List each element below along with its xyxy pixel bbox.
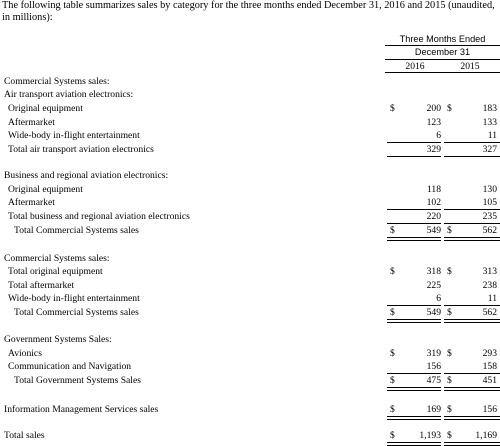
row-label: Total Commercial Systems sales	[14, 225, 139, 236]
header-rule	[385, 45, 500, 46]
header-rule	[385, 59, 500, 60]
row-label: Government Systems Sales:	[4, 334, 112, 345]
date-header: December 31	[414, 47, 471, 57]
row-label: Commercial Systems sales:	[4, 76, 110, 87]
total-rule	[387, 209, 441, 210]
currency-symbol: $	[390, 430, 395, 441]
value-2015: 156	[482, 404, 497, 415]
total-rule	[387, 142, 441, 143]
value-2015: 235	[482, 211, 497, 222]
double-rule	[387, 237, 441, 241]
row-label: Aftermarket	[8, 117, 55, 128]
value-2016: 156	[426, 361, 441, 372]
row-label: Wide-body in-flight entertainment	[8, 293, 140, 304]
table-row	[0, 197, 500, 209]
value-2016: 549	[426, 225, 441, 236]
total-rule	[444, 305, 500, 306]
total-rule	[444, 209, 500, 210]
value-2016: 123	[426, 117, 441, 128]
value-2015: 130	[482, 184, 497, 195]
currency-symbol: $	[390, 348, 395, 359]
row-label: Total business and regional aviation electronics	[8, 211, 190, 222]
table-row	[0, 130, 500, 142]
table-row	[0, 144, 500, 156]
table-row	[0, 293, 500, 305]
value-2015: 562	[482, 225, 497, 236]
row-label: Original equipment	[8, 184, 83, 195]
currency-symbol: $	[390, 375, 395, 386]
total-rule	[387, 373, 441, 374]
value-2016: 1,193	[419, 430, 441, 441]
currency-symbol: $	[390, 404, 395, 415]
table-row	[0, 184, 500, 196]
value-2015: 327	[482, 144, 497, 155]
value-2016: 318	[426, 266, 441, 277]
currency-symbol: $	[390, 307, 395, 318]
table-row	[0, 361, 500, 373]
table-row	[0, 225, 500, 237]
table-row	[0, 170, 500, 182]
double-rule	[387, 416, 441, 420]
row-label: Total Commercial Systems sales	[14, 307, 139, 318]
row-label: Business and regional aviation electronics:	[4, 170, 169, 181]
row-label: Wide-body in-flight entertainment	[8, 130, 140, 141]
year-2016-header: 2016	[405, 61, 425, 72]
total-rule	[387, 156, 441, 157]
double-rule	[444, 319, 500, 323]
value-2016: 220	[426, 211, 441, 222]
value-2016: 475	[426, 375, 441, 386]
currency-symbol: $	[447, 430, 452, 441]
value-2016: 118	[426, 184, 441, 195]
currency-symbol: $	[447, 225, 452, 236]
total-rule	[387, 305, 441, 306]
row-label: Total sales	[4, 430, 45, 441]
value-2015: 158	[482, 361, 497, 372]
value-2015: 105	[482, 197, 497, 208]
total-rule	[444, 156, 500, 157]
value-2015: 183	[482, 103, 497, 114]
value-2016: 6	[436, 130, 441, 141]
value-2016: 549	[426, 307, 441, 318]
table-row	[0, 348, 500, 360]
currency-symbol: $	[447, 404, 452, 415]
value-2015: 293	[482, 348, 497, 359]
value-2015: 451	[482, 375, 497, 386]
row-label: Avionics	[8, 348, 42, 359]
row-label: Original equipment	[8, 103, 83, 114]
double-rule	[387, 442, 441, 446]
period-header: Three Months Ended	[399, 34, 486, 44]
row-label: Total original equipment	[8, 266, 103, 277]
currency-symbol: $	[447, 103, 452, 114]
row-label: Total air transport aviation electronics	[8, 144, 154, 155]
value-2015: 11	[487, 130, 497, 141]
double-rule	[444, 416, 500, 420]
total-rule	[444, 223, 500, 224]
value-2015: 1,169	[475, 430, 497, 441]
row-label: Communication and Navigation	[8, 361, 132, 372]
table-row	[0, 89, 500, 101]
total-rule	[444, 373, 500, 374]
value-2015: 238	[482, 280, 497, 291]
table-row	[0, 211, 500, 223]
value-2016: 329	[426, 144, 441, 155]
table-row	[0, 103, 500, 115]
value-2016: 169	[426, 404, 441, 415]
row-label: Information Management Services sales	[4, 404, 159, 415]
year-2015-header: 2015	[460, 61, 480, 72]
row-label: Commercial Systems sales:	[4, 253, 110, 264]
currency-symbol: $	[447, 266, 452, 277]
currency-symbol: $	[447, 307, 452, 318]
currency-symbol: $	[447, 375, 452, 386]
double-rule	[387, 319, 441, 323]
double-rule	[444, 442, 500, 446]
table-row	[0, 253, 500, 265]
total-rule	[444, 142, 500, 143]
value-2015: 313	[482, 266, 497, 277]
table-row	[0, 307, 500, 319]
table-row	[0, 375, 500, 387]
value-2016: 319	[426, 348, 441, 359]
value-2016: 200	[426, 103, 441, 114]
table-row	[0, 280, 500, 292]
value-2015: 11	[487, 293, 497, 304]
currency-symbol: $	[390, 266, 395, 277]
intro-text: The following table summarizes sales by category for the three months ended December 31, 2016 and 2015 (unaudited, in millions):	[2, 0, 495, 24]
currency-symbol: $	[390, 225, 395, 236]
currency-symbol: $	[447, 348, 452, 359]
currency-symbol: $	[390, 103, 395, 114]
value-2016: 6	[436, 293, 441, 304]
value-2015: 133	[482, 117, 497, 128]
double-rule	[444, 387, 500, 391]
value-2015: 562	[482, 307, 497, 318]
double-rule	[387, 387, 441, 391]
table-row	[0, 266, 500, 278]
table-row	[0, 334, 500, 346]
table-row	[0, 404, 500, 416]
table-row	[0, 117, 500, 129]
total-rule	[387, 223, 441, 224]
row-label: Total aftermarket	[8, 280, 75, 291]
value-2016: 225	[426, 280, 441, 291]
row-label: Air transport aviation electronics:	[4, 89, 134, 100]
row-label: Aftermarket	[8, 197, 55, 208]
row-label: Total Government Systems Sales	[14, 375, 141, 386]
header-rule	[385, 72, 500, 73]
double-rule	[444, 237, 500, 241]
value-2016: 102	[426, 197, 441, 208]
table-row	[0, 76, 500, 88]
table-row	[0, 430, 500, 442]
